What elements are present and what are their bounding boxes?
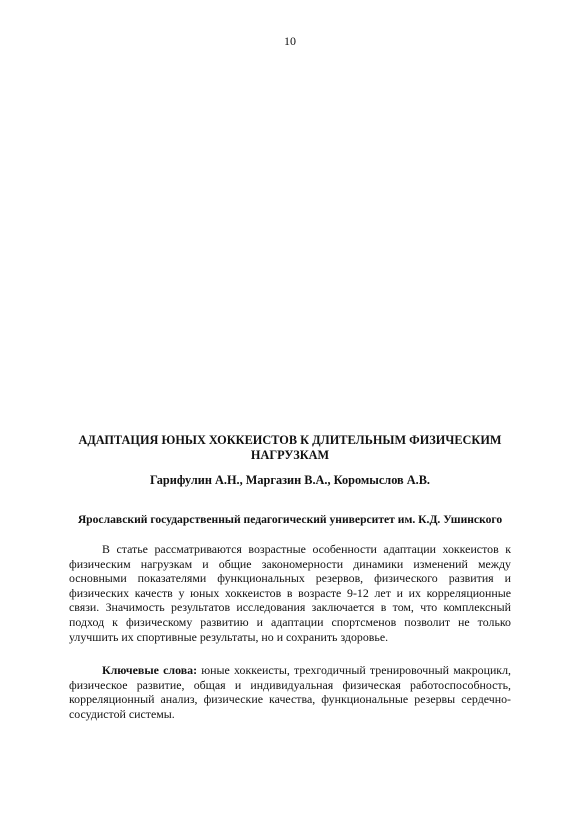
authors: Гарифулин А.Н., Маргазин В.А., Коромыслов А.В. [150,473,430,487]
page-number: 10 [284,34,296,48]
article-title: АДАПТАЦИЯ ЮНЫХ ХОККЕИСТОВ К ДЛИТЕЛЬНЫМ ФИЗИЧЕСКИМ НАГРУЗКАМ [78,433,502,462]
keywords-label: Ключевые слова: [102,663,198,677]
keywords-paragraph [69,663,511,721]
affiliation: Ярославский государственный педагогический университет им. К.Д. Ушинского [77,513,503,526]
keywords-text: юные хоккеисты, трехгодичный тренировочный макроцикл, физическое развитие, общая и индивидуальная физическая работоспособность, корреляционный анализ, физические качества, функциональные резервы сердечно-сосудистой системы. [69,663,511,721]
abstract-paragraph: В статье рассматриваются возрастные особенности адаптации хоккеистов к физическим нагрузкам и общие закономерности динамики изменений между основными показателями функциональных резервов, физического развития и физических качеств у юных хоккеистов в возрасте 9-12 лет и их корреляционные связи. Значимость результатов исследования заключается в том, что комплексный подход к физическому развитию и адаптации спортсменов позволит не только улучшить их спортивные результаты, но и сохранить здоровье. [69,542,511,644]
